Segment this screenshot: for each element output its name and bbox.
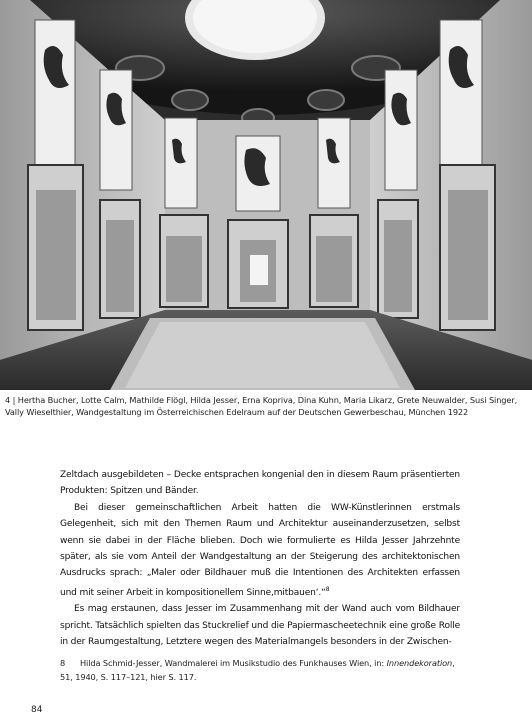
paragraph-text: Bei dieser gemeinschaftlichen Arbeit hatten die WW-Künstlerinnen erstmals Gelegenheit, sich mit den Themen Raum und Architektur auseinanderzusetzen, selbst wenn sie dabei in der Fläche blieben. Doch wie formulierte es Hilda Jesser Jahrzehnte später, als sie vom Anteil der Wandgestaltung an der Steigerung des architektonischen Ausdrucks sprach: „Maler oder Bildhauer muß die Intentionen des Architekten erfassen und mit seiner Arbeit in kompositionellem Sinne,mitbauen‘.“: [60, 502, 460, 598]
footnote-journal: Innendekoration: [386, 658, 453, 668]
paragraph: Zeltdach ausgebildeten – Decke entsprachen kongenial den in diesem Raum präsentierten Produkten: Spitzen und Bänder.: [60, 470, 460, 497]
paragraph: Es mag erstaunen, dass Jesser im Zusammenhang mit der Wand auch vom Bildhauer spricht. Tatsächlich spielten das Stuckrelief und die Papiermascheetechnik eine große Rolle in der Raumgestaltung, Letztere wegen des Materialmangels besonders in der Zwischen-: [60, 604, 460, 648]
page-number: 84: [31, 705, 43, 715]
footnote-text-end: , 51, 1940, S. 117–121, hier S. 117.: [60, 658, 455, 682]
body-text: [60, 467, 460, 650]
figure-caption: 4 | Hertha Bucher, Lotte Calm, Mathilde Flögl, Hilda Jesser, Erna Kopriva, Dina Kuhn, Maria Likarz, Grete Neuwalder, Susi Singer, Vally Wieselthier, Wandgestaltung im Österreichischen Edelraum auf der Deutschen Gewerbeschau, München 1922: [5, 395, 518, 417]
footnote-text: Hilda Schmid-Jesser, Wandmalerei im Musikstudio des Funkhauses Wien, in:: [80, 658, 387, 668]
footnote-number: 8: [60, 658, 66, 668]
footnote: [60, 656, 460, 684]
paragraph: [60, 500, 460, 601]
footnote-marker: 8: [325, 585, 330, 593]
